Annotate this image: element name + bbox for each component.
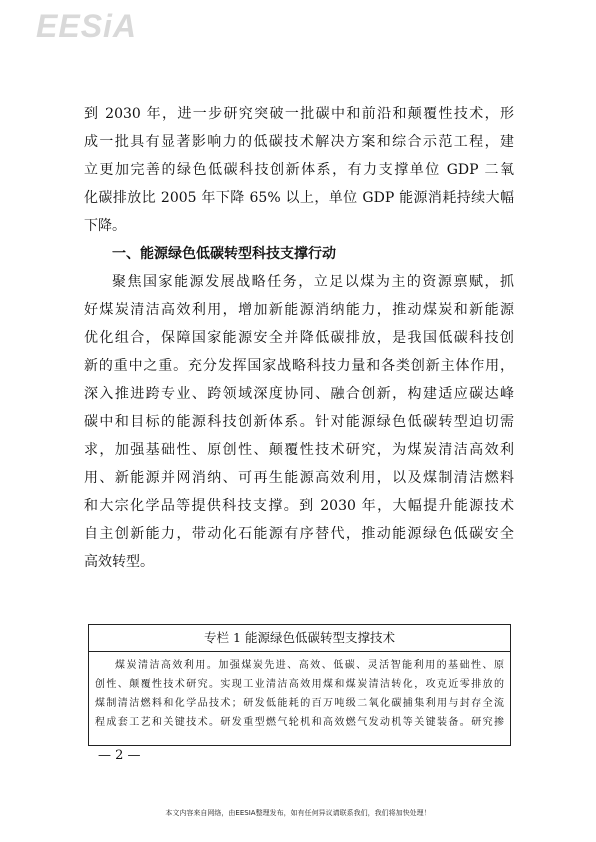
paragraph-line: 立更加完善的绿色低碳科技创新体系，有力支撑单位 GDP 二氧 [84,162,514,178]
sidebar-box [88,624,511,746]
section-heading: 一、能源绿色低碳转型科技支撑行动 [112,246,336,262]
page-number: — 2 — [98,748,141,763]
footer-notice: 本文内容来自网络，由EESIA整理发布，如有任何异议请联系我们，我们将加快处理！ [165,809,431,817]
paragraph-line: 和大宗化学品等提供科技支撑。到 2030 年，大幅提升能源技术 [84,498,514,514]
paragraph-line: 下降。 [84,218,126,234]
document-body [84,100,514,576]
paragraph-line: 自主创新能力，带动化石能源有序替代，推动能源绿色低碳安全 [84,526,514,542]
paragraph-line: 求，加强基础性、原创性、颠覆性技术研究，为煤炭清洁高效利 [84,442,514,458]
box-line: 程成套工艺和关键技术。研发重型燃气轮机和高效燃气发动机等关键装备。研究掺 [95,717,504,728]
paragraph-line: 聚焦国家能源发展战略任务，立足以煤为主的资源禀赋，抓 [112,274,514,290]
paragraph-line: 碳中和目标的能源科技创新体系。针对能源绿色低碳转型迫切需 [84,414,514,430]
box-body [89,652,510,732]
eesia-logo: EESiA [36,8,138,44]
paragraph-1 [84,100,514,240]
paragraph-line: 新的重中之重。充分发挥国家战略科技力量和各类创新主体作用， [84,358,514,374]
box-line: 创性、颠覆性技术研究。实现工业清洁高效用煤和煤炭清洁转化，攻克近零排放的 [95,679,504,690]
paragraph-line: 好煤炭清洁高效利用，增加新能源消纳能力，推动煤炭和新能源 [84,302,514,318]
box-line: 煤炭清洁高效利用。加强煤炭先进、高效、低碳、灵活智能利用的基础性、原 [115,660,504,671]
box-line: 煤制清洁燃料和化学品技术；研发低能耗的百万吨级二氧化碳捕集利用与封存全流 [95,698,504,709]
box-title: 专栏 1 能源绿色低碳转型支撑技术 [89,625,510,652]
paragraph-line: 到 2030 年，进一步研究突破一批碳中和前沿和颠覆性技术，形 [84,106,514,122]
paragraph-line: 优化组合，保障国家能源安全并降低碳排放，是我国低碳科技创 [84,330,514,346]
paragraph-line: 深入推进跨专业、跨领域深度协同、融合创新，构建适应碳达峰 [84,386,514,402]
paragraph-line: 化碳排放比 2005 年下降 65% 以上，单位 GDP 能源消耗持续大幅 [84,190,514,206]
paragraph-line: 成一批具有显著影响力的低碳技术解决方案和综合示范工程，建 [84,134,514,150]
paragraph-2 [84,268,514,576]
paragraph-line: 高效转型。 [84,554,154,570]
paragraph-line: 用、新能源并网消纳、可再生能源高效利用，以及煤制清洁燃料 [84,470,514,486]
